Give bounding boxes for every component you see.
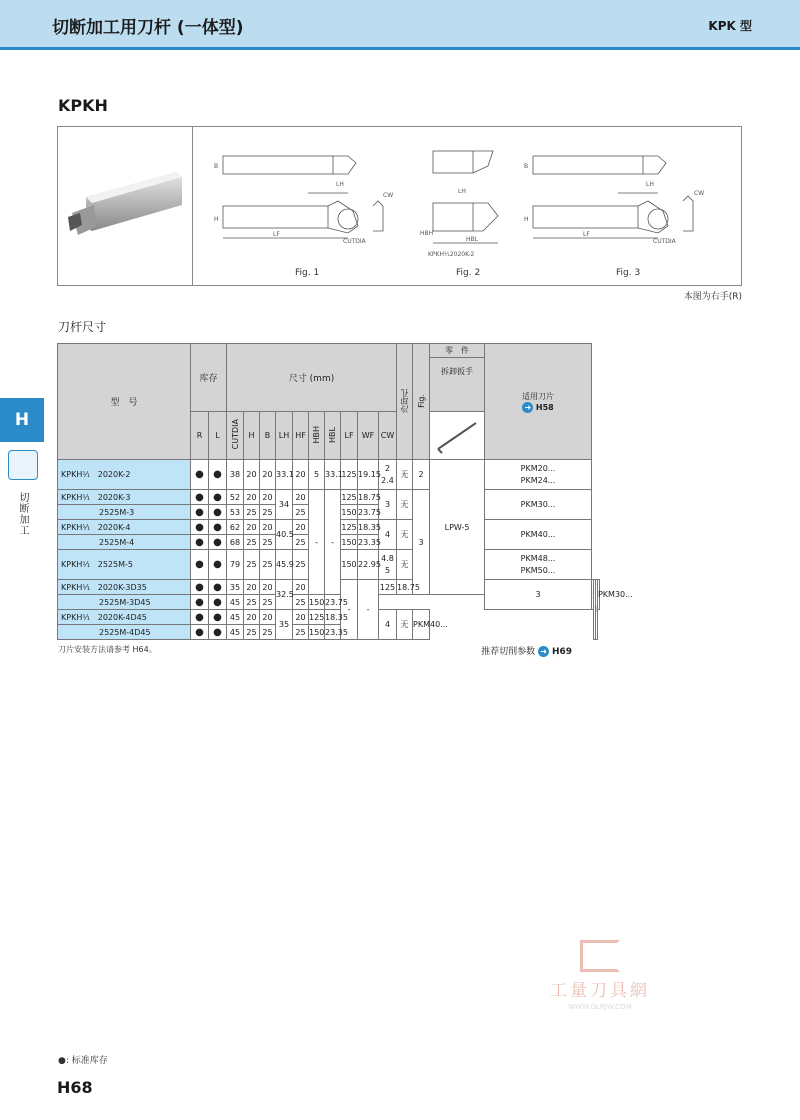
lh-value: 33.1: [276, 460, 293, 490]
lf-value: 150: [341, 505, 358, 520]
stock-r: ●: [191, 505, 209, 520]
lf-value: 125: [309, 610, 325, 625]
chapter-tab[interactable]: H: [0, 398, 44, 442]
technical-drawings: [198, 131, 738, 281]
stock-l: ●: [209, 490, 227, 505]
model-cell: 2525M-3: [58, 505, 191, 520]
wf-value: 22.95: [358, 550, 379, 580]
hf-value: 25: [293, 625, 309, 640]
lf-value: 150: [341, 550, 358, 580]
dim-cutdia-3: CUTDIA: [653, 238, 676, 245]
hf-value: 20: [293, 460, 309, 490]
lh-value: 40.5: [276, 520, 293, 550]
th-lf: LF: [341, 412, 358, 460]
lh-value: 34: [276, 490, 293, 520]
hbl-value: -: [325, 490, 341, 595]
model-cell: 2525M-4D45: [58, 625, 191, 640]
cw-value: 3: [485, 580, 592, 610]
wf-value: 18.75: [397, 580, 413, 595]
stock-legend: ●: 标准库存: [58, 1056, 108, 1066]
dim-cutdia-1: CUTDIA: [343, 238, 366, 245]
cutdia-value: 38: [227, 460, 244, 490]
table-row: [58, 460, 600, 490]
coolant-value: 无: [397, 610, 413, 640]
wf-value: 23.75: [325, 595, 341, 610]
insert-value: PKM20... PKM24...: [485, 460, 592, 490]
fig-3-label: Fig. 3: [616, 268, 641, 278]
cutdia-value: 53: [227, 505, 244, 520]
b-value: 25: [260, 535, 276, 550]
stock-r: ●: [191, 535, 209, 550]
figure-box: [57, 126, 742, 286]
fig-value: 2: [413, 460, 430, 490]
watermark-logo-icon: [580, 940, 620, 972]
hbh-value: -: [309, 490, 325, 595]
dim-cw-3: CW: [694, 190, 705, 197]
lh-value: 32.5: [276, 580, 293, 610]
coolant-value: 无: [397, 520, 413, 550]
th-insert: 适用刀片 ➜ H58: [485, 344, 592, 460]
th-cw: CW: [379, 412, 397, 460]
stock-l: ●: [209, 535, 227, 550]
hf-value: 20: [293, 580, 309, 595]
hbl-value: 33.1: [325, 460, 341, 490]
lf-value: 125: [341, 460, 358, 490]
cw-value: 4: [379, 520, 397, 550]
th-cutdia: CUTDIA: [227, 412, 244, 460]
stock-r: ●: [191, 595, 209, 610]
stock-r: ●: [191, 550, 209, 580]
table-row: [58, 610, 600, 625]
page-number: H68: [57, 1078, 93, 1097]
stock-l: ●: [209, 460, 227, 490]
product-photo: [58, 127, 193, 285]
th-wrench: 拆卸扳手: [430, 358, 485, 412]
model-cell: 2525M-3D45: [58, 595, 191, 610]
b-value: 25: [260, 625, 276, 640]
b-value: 20: [260, 580, 276, 595]
dim-b-3: B: [524, 163, 529, 170]
wf-value: 23.35: [358, 535, 379, 550]
coolant-value: 无: [397, 490, 413, 520]
wrench-image: [430, 412, 485, 460]
ref-arrow-icon: ➜: [538, 646, 549, 657]
th-b: B: [260, 412, 276, 460]
coolant-value: 无: [397, 550, 413, 580]
wf-value: 23.75: [358, 505, 379, 520]
h-value: 25: [244, 595, 260, 610]
watermark-url: WWW.GLRJW.COM: [568, 1003, 632, 1011]
h-value: 25: [244, 535, 260, 550]
cw-value: 2 2.4: [379, 460, 397, 490]
th-r: R: [191, 412, 209, 460]
hbl-value: -: [358, 580, 379, 640]
stock-l: ●: [209, 505, 227, 520]
dim-h-3: H: [524, 216, 529, 223]
holder-photo-icon: [58, 127, 193, 285]
dim-lh-1: LH: [336, 181, 344, 188]
wrench-value: LPW-5: [430, 460, 485, 595]
stock-l: ●: [209, 610, 227, 625]
wf-value: 19.15: [358, 460, 379, 490]
insert-value: PKM48... PKM50...: [485, 550, 592, 580]
h-value: 25: [244, 505, 260, 520]
figure-note: 本图为右手(R): [683, 292, 742, 302]
th-hf: HF: [293, 412, 309, 460]
stock-l: ●: [209, 580, 227, 595]
model-cell: KPKH¹⁄₁ 2020K-2: [58, 460, 191, 490]
stock-l: ●: [209, 520, 227, 535]
coolant-value: 无: [397, 460, 413, 490]
model-cell: KPKH¹⁄₁ 2020K-3: [58, 490, 191, 505]
th-coolant: 冷却孔: [397, 344, 413, 460]
b-value: 20: [260, 520, 276, 535]
th-fig: Fig.: [413, 344, 430, 460]
cutdia-value: 68: [227, 535, 244, 550]
model-cell: KPKH¹⁄₁ 2020K-3D35: [58, 580, 191, 595]
dim-lf-3: LF: [583, 231, 590, 238]
stock-r: ●: [191, 520, 209, 535]
th-wf: WF: [358, 412, 379, 460]
page-title: 切断加工用刀杆 (一体型): [52, 18, 244, 38]
cutting-params-link[interactable]: 推荐切削参数 ➜ H69: [481, 647, 572, 657]
lf-value: 125: [341, 490, 358, 505]
cw-value: 3: [379, 490, 397, 520]
insert-value: PKM30...: [597, 580, 599, 610]
th-model: 型 号: [58, 344, 191, 460]
stock-l: ●: [209, 625, 227, 640]
install-note: 刀片安装方法请参考 H64。: [58, 645, 157, 654]
insert-value: PKM30...: [485, 490, 592, 520]
cw-value: 4: [379, 610, 397, 640]
series-type: KPK 型: [708, 19, 752, 33]
wf-value: 23.35: [325, 625, 341, 640]
stock-l: ●: [209, 550, 227, 580]
table-subhead: 刀杆尺寸: [58, 320, 107, 334]
stock-r: ●: [191, 625, 209, 640]
hf-value: 20: [293, 490, 309, 505]
table-row: [58, 625, 600, 640]
fig-2-label: Fig. 2: [456, 268, 481, 278]
dim-lh-3: LH: [646, 181, 654, 188]
dim-b-1: B: [214, 163, 219, 170]
th-hbl: HBL: [325, 412, 341, 460]
th-lh: LH: [276, 412, 293, 460]
hf-value: 25: [293, 550, 309, 580]
wf-value: 18.35: [358, 520, 379, 535]
th-parts: 零 件: [430, 344, 485, 358]
fig-value: 3: [413, 490, 430, 595]
dim-hbl-2: HBL: [466, 236, 478, 243]
model-cell: 2525M-4: [58, 535, 191, 550]
model-cell: KPKH¹⁄₁ 2020K-4D45: [58, 610, 191, 625]
wf-value: 18.75: [358, 490, 379, 505]
h-value: 20: [244, 490, 260, 505]
insert-value: PKM40...: [413, 610, 430, 640]
dim-hbh-2: HBH: [420, 230, 434, 237]
stock-l: ●: [209, 595, 227, 610]
h-value: 20: [244, 520, 260, 535]
dim-lh-2: LH: [458, 188, 466, 195]
watermark-name: 工量刀具網: [550, 981, 650, 1001]
cutdia-value: 45: [227, 625, 244, 640]
cutdia-value: 62: [227, 520, 244, 535]
fig-1-label: Fig. 1: [295, 268, 320, 278]
b-value: 20: [260, 460, 276, 490]
b-value: 20: [260, 610, 276, 625]
hf-value: 25: [293, 505, 309, 520]
cutdia-value: 45: [227, 610, 244, 625]
th-dims: 尺寸 (mm): [227, 344, 397, 412]
table-row: [58, 490, 600, 505]
lf-value: 125: [379, 580, 397, 595]
dim-cw-1: CW: [383, 192, 394, 199]
lf-value: 150: [341, 535, 358, 550]
lf-value: 150: [309, 595, 325, 610]
section-title: KPKH: [58, 96, 108, 115]
b-value: 20: [260, 490, 276, 505]
model-cell: KPKH¹⁄₁ 2020K-4: [58, 520, 191, 535]
cw-value: 4.8 5: [379, 550, 397, 580]
cutdia-value: 35: [227, 580, 244, 595]
wrench-icon: [432, 415, 482, 455]
chapter-label: 切断加工: [17, 492, 28, 536]
cutdia-value: 79: [227, 550, 244, 580]
watermark: [535, 940, 665, 1011]
insert-value: PKM40...: [485, 520, 592, 550]
lh-value: 45.9: [276, 550, 293, 580]
h-value: 20: [244, 460, 260, 490]
hbh-value: -: [341, 580, 358, 640]
stock-r: ●: [191, 490, 209, 505]
lf-value: 150: [309, 625, 325, 640]
wf-value: 18.35: [325, 610, 341, 625]
h-value: 20: [244, 580, 260, 595]
cutdia-value: 52: [227, 490, 244, 505]
hbh-value: 5: [309, 460, 325, 490]
b-value: 25: [260, 550, 276, 580]
fig2-caption: KPKH¹⁄₁2020K-2: [428, 251, 475, 258]
h-value: 25: [244, 625, 260, 640]
th-hbh: HBH: [309, 412, 325, 460]
stock-r: ●: [191, 460, 209, 490]
lf-value: 125: [341, 520, 358, 535]
parting-tool-icon: [8, 450, 38, 480]
hf-value: 20: [293, 610, 309, 625]
th-l: L: [209, 412, 227, 460]
dim-lf-1: LF: [273, 231, 280, 238]
page-header: [0, 0, 800, 50]
stock-r: ●: [191, 580, 209, 595]
b-value: 25: [260, 505, 276, 520]
model-cell: KPKH¹⁄₁ 2525M-5: [58, 550, 191, 580]
cutdia-value: 45: [227, 595, 244, 610]
b-value: 25: [260, 595, 276, 610]
hf-value: 25: [293, 535, 309, 550]
th-h: H: [244, 412, 260, 460]
h-value: 20: [244, 610, 260, 625]
hf-value: 25: [293, 595, 309, 610]
spec-table: [57, 343, 633, 640]
hf-value: 20: [293, 520, 309, 535]
h-value: 25: [244, 550, 260, 580]
lh-value: 35: [276, 610, 293, 640]
stock-r: ●: [191, 610, 209, 625]
dim-h-1: H: [214, 216, 219, 223]
ref-arrow-icon: ➜: [522, 402, 533, 413]
th-stock: 库存: [191, 344, 227, 412]
